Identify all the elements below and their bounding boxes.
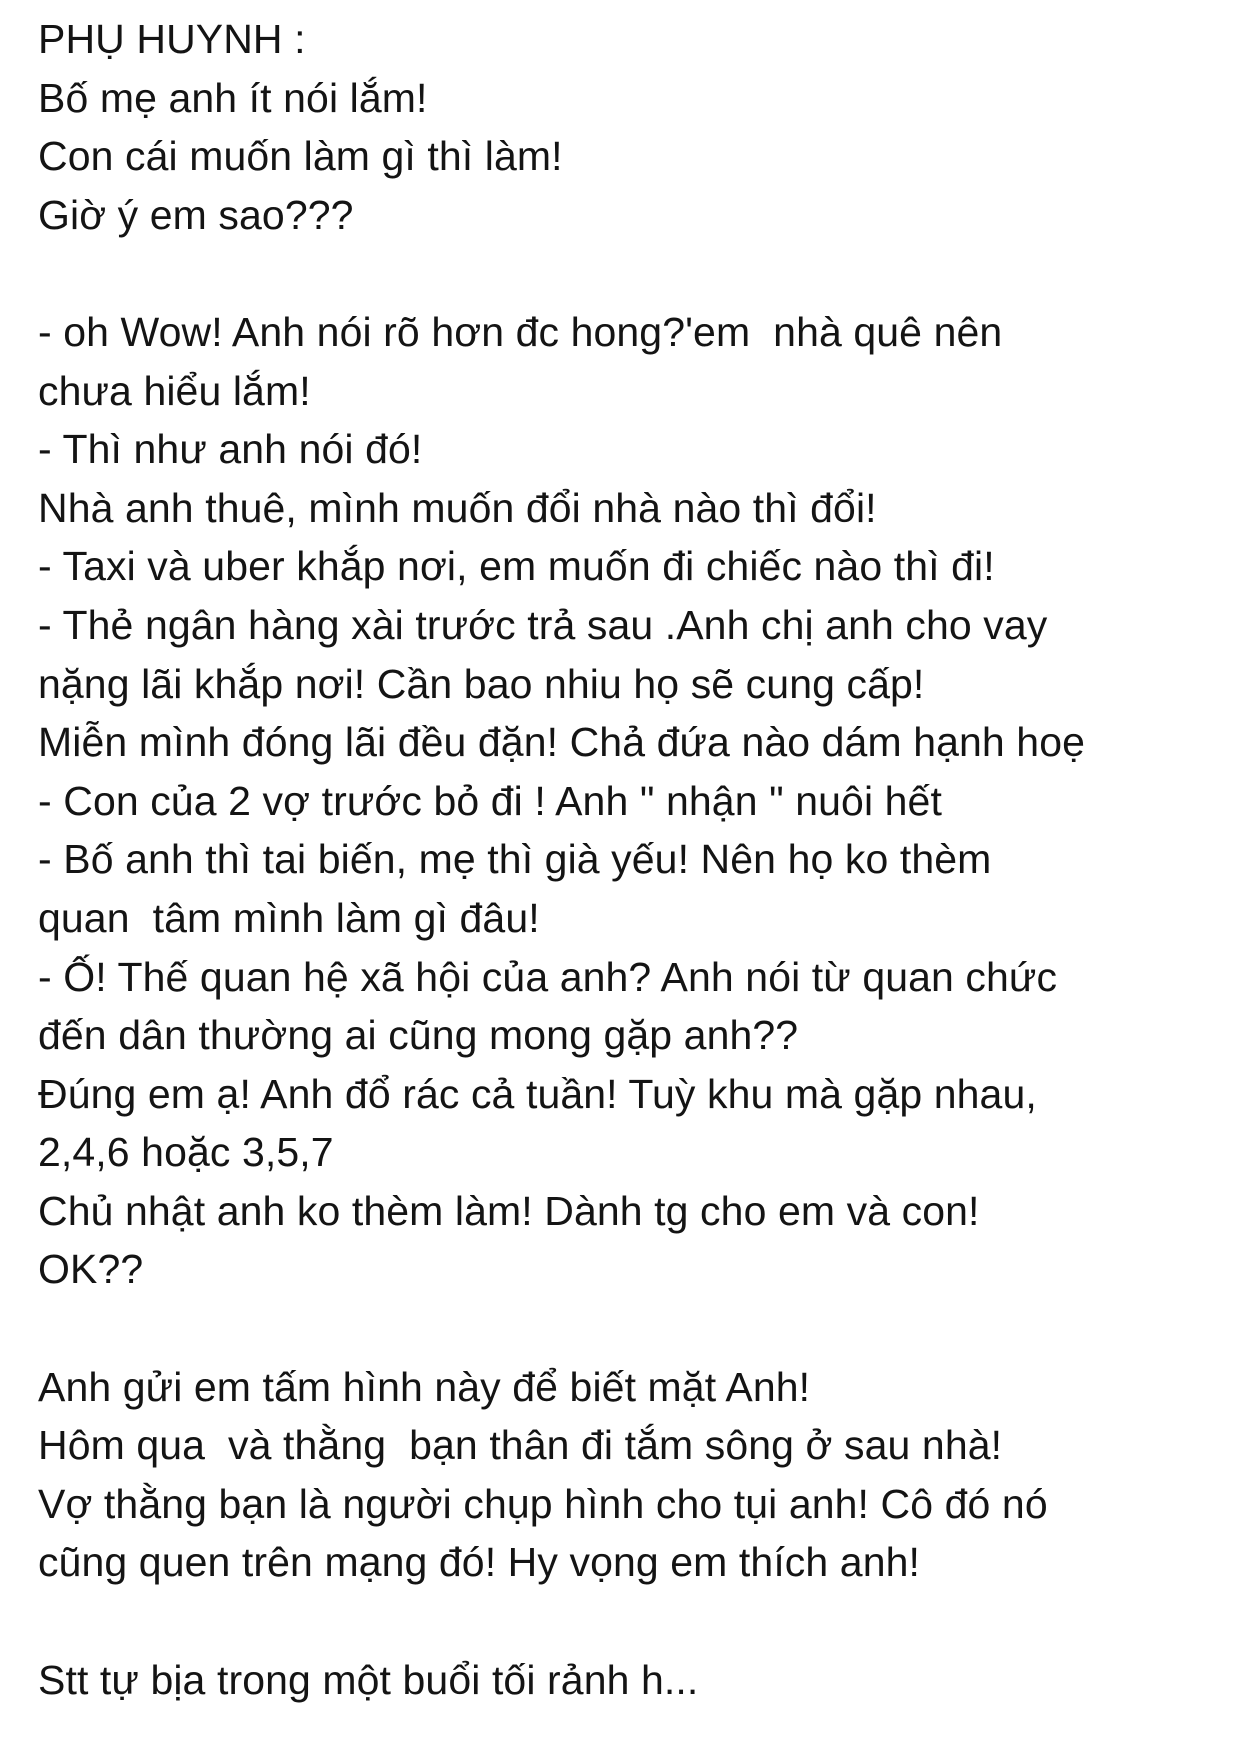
blank-line	[38, 1592, 1228, 1651]
post-line: Đúng em ạ! Anh đổ rác cả tuần! Tuỳ khu mà gặp nhau,	[38, 1070, 1037, 1117]
post-line: OK??	[38, 1246, 144, 1293]
post-line: - Thẻ ngân hàng xài trước trả sau .Anh chị anh cho vay	[38, 601, 1048, 648]
post-line: Vợ thằng bạn là người chụp hình cho tụi anh! Cô đó nó	[38, 1480, 1048, 1527]
post-line: - Bố anh thì tai biến, mẹ thì già yếu! Nên họ ko thèm	[38, 836, 992, 883]
blank-line	[38, 244, 1228, 303]
post-line: chưa hiểu lắm!	[38, 367, 311, 414]
post-line: Anh gửi em tấm hình này để biết mặt Anh!	[38, 1363, 811, 1410]
post-line: quan tâm mình làm gì đâu!	[38, 894, 540, 941]
post-line: Nhà anh thuê, mình muốn đổi nhà nào thì đổi!	[38, 484, 877, 531]
post-text-body	[38, 10, 1228, 1709]
blank-line	[38, 1299, 1228, 1358]
post-line: - Ố! Thế quan hệ xã hội của anh? Anh nói từ quan chức	[38, 953, 1058, 1000]
post-line: nặng lãi khắp nơi! Cần bao nhiu họ sẽ cung cấp!	[38, 660, 925, 707]
post-line: 2,4,6 hoặc 3,5,7	[38, 1129, 334, 1176]
post-line: cũng quen trên mạng đó! Hy vọng em thích anh!	[38, 1539, 920, 1586]
post-line: - oh Wow! Anh nói rõ hơn đc hong?'em nhà quê nên	[38, 308, 1003, 355]
post-line: PHỤ HUYNH :	[38, 16, 306, 62]
post-line: - Con của 2 vợ trước bỏ đi ! Anh " nhận " nuôi hết	[38, 777, 942, 824]
post-line: - Thì như anh nói đó!	[38, 426, 423, 473]
post-line: Bố mẹ anh ít nói lắm!	[38, 74, 428, 121]
post-line: Hôm qua và thằng bạn thân đi tắm sông ở sau nhà!	[38, 1422, 1003, 1469]
post-line: Con cái muốn làm gì thì làm!	[38, 133, 563, 180]
post-line: đến dân thường ai cũng mong gặp anh??	[38, 1012, 799, 1059]
post-line: Giờ ý em sao???	[38, 191, 354, 238]
post-line: Chủ nhật anh ko thèm làm! Dành tg cho em và con!	[38, 1187, 980, 1234]
post-line-truncated: Stt tự bịa trong một buổi tối rảnh h...	[38, 1656, 699, 1703]
post-line: - Taxi và uber khắp nơi, em muốn đi chiếc nào thì đi!	[38, 543, 995, 590]
post-line: Miễn mình đóng lãi đều đặn! Chả đứa nào dám hạnh hoẹ	[38, 719, 1085, 766]
